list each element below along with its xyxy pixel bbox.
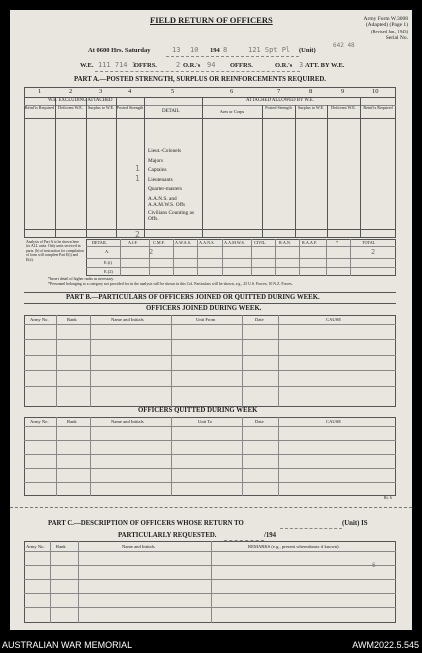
- form-title: FIELD RETURN OF OFFICERS: [150, 15, 273, 25]
- unit-label: (Unit): [299, 47, 316, 54]
- ors-value: 94: [207, 61, 216, 69]
- quitted-title: OFFICERS QUITTED DURING WEEK: [138, 407, 258, 414]
- detail-item: Captains: [148, 167, 167, 174]
- part-c-date: /194: [264, 532, 277, 539]
- analysis-total-value: 2: [371, 248, 376, 256]
- part-a-title: PART A.—POSTED STRENGTH, SURPLUS OR REINFORCEMENTS REQUIRED.: [74, 76, 326, 83]
- joined-title: OFFICERS JOINED DURING WEEK.: [146, 305, 262, 312]
- date-day: 13: [172, 46, 181, 54]
- ors-label: O.R.'s: [183, 62, 201, 69]
- detail-item: A.A.N.S. and A.A.M.W.S. Offs: [148, 195, 186, 208]
- offrs-value: 2: [176, 61, 181, 69]
- detail-list: [148, 147, 202, 222]
- footnotes: *Insert detail of higher ranks as necessary. *Personnel belonging to a category not provided for in the analysis will be shown in this Col. Particulars will be shown, e.g., 25 U.S. Forces; 10 N.Z. Forces.: [48, 277, 293, 286]
- analysis-aif-value: 2: [149, 248, 154, 256]
- part-b-title: PART B.—PARTICULARS OF OFFICERS JOINED OR QUITTED DURING WEEK.: [66, 294, 320, 301]
- part-c-title-1: PART C.—DESCRIPTION OF OFFICERS WHOSE RETURN TO: [48, 520, 244, 527]
- offrs2-label: OFFRS.: [230, 62, 253, 69]
- part-c-unit-is: (Unit) IS: [342, 520, 368, 527]
- date-line-prefix: At 0600 Hrs. Saturday: [88, 47, 151, 54]
- perforation-line: [10, 507, 412, 508]
- detail-item: Lieut.-Colonels: [148, 148, 182, 154]
- army-form-ref: Army Form W.3008 (Adapted) (Page 1) (Revised Jan., 1943) Serial No.: [363, 16, 408, 42]
- offrs-label: OFFRS.: [134, 62, 157, 69]
- archive-footer: [0, 637, 422, 653]
- unit-value: 121 Spt Pl: [248, 46, 291, 54]
- posted-captains: 1: [135, 164, 140, 173]
- footer-mark: Rt. 6: [384, 495, 392, 500]
- detail-item: Lieutenants: [148, 176, 173, 183]
- ors2-label: O.R.'s: [275, 62, 293, 69]
- detail-item: Majors: [148, 157, 164, 164]
- we-value: 111 714 1: [98, 61, 136, 69]
- we-label: W.E.: [80, 62, 94, 69]
- detail-item: Quarter-masters: [148, 186, 183, 193]
- ors2-value: 3: [299, 61, 304, 69]
- attached-allowed-header: ATTACHED ALLOWED BY W.E.: [246, 98, 314, 103]
- date-month: 10: [190, 46, 199, 54]
- form-sheet: FIELD RETURN OF OFFICERS Army Form W.3008 (Adapted) (Page 1) (Revised Jan., 1943) Serial No. 642 48 At 0600 Hrs. Saturday 13 10 194 8 121 Spt Pl (Unit) W.E. 111 714 1 OFFRS. 2 O.R.'s 94 OFFRS. O.R.'s 3 ATT. BY W.E. PART A.—POSTED STRENGTH, SURPLUS OR REINFORCEMENTS REQUIRED. 1 2 3 4 5 6 7 8 9 10 W.E. EXCLUDING ATTACHED ATTACHED ALLOWED BY W.E. DETAIL Reinf'ts Required Deficient W.E. Surplus to W.E. Posted Strength Arm or Corps Posted Strength Surplus to W.E. Deficient W.E. Reinf'ts Required Lieut.-Colonels Majors Captains Lieutenants Quarter-masters A.A.N.S. and A.A.M.W.S. Offs Civilians Counting as Offs. 1 1 2 Analysis of Part A to be shown here for ALL units. Only units serviced in parts. (b) of instruction for compilation of form will complete Part E(i) and E(ii). DETAIL A.I.F. C.M.F. A.W.A.S. A.A.N.S. A.A.M.W.S. CIVIL. R.A.N. R.A.A.F. * TOTAL A. E.(i) E.(2) 2 2 *Insert detail of higher ranks as necessary. *Personnel belonging to a category not provided for in the analysis will be shown in this Col. Particulars will be shown, e.g., 25 U.S. Forces; 10 N.Z. Forces. PART B.—PARTICULARS OF OFFICERS JOINED OR QUITTED DURING WEEK. OFFICERS JOINED DURING WEEK. Army No. Rank Name and Initials Unit From Date CAUSE OFFICERS QUITTED DURING WEEK Army No. Rank Name and Initials Unit To Date CAUSE Rt. 6 PART C.—DESCRIPTION OF OFFICERS WHOSE RETURN TO (Unit) IS PARTICULARLY REQUESTED. /194 Army No. Rank Name and Initials REMARKS (e.g., present whereabouts if known). 6: [10, 10, 412, 630]
- we-excluding-header: W.E. EXCLUDING ATTACHED: [48, 98, 113, 103]
- joined-table: [24, 315, 396, 407]
- analysis-note: Analysis of Part A to be shown here for ALL units. Only units serviced in parts. (b) of instruction for compilation of form will complete Part E(i) and E(ii).: [26, 240, 84, 262]
- posted-lieutenants: 1: [135, 174, 140, 183]
- date-year: 8: [223, 46, 228, 54]
- part-c-table: [24, 541, 396, 623]
- quitted-table: [24, 417, 396, 496]
- att-label: ATT. BY W.E.: [305, 62, 345, 69]
- detail-header: DETAIL: [162, 109, 180, 114]
- detail-item: Civilians Counting as Offs.: [148, 210, 194, 222]
- footer-accession: AWM2022.5.545: [352, 640, 419, 650]
- posted-total: 2: [135, 230, 140, 239]
- footer-institution: AUSTRALIAN WAR MEMORIAL: [2, 640, 133, 650]
- serial-no-value: 642 48: [333, 42, 355, 49]
- date-year-prefix: 194: [210, 47, 220, 54]
- part-c-title-2: PARTICULARLY REQUESTED.: [118, 532, 217, 539]
- part-c-mark: 6: [372, 562, 376, 569]
